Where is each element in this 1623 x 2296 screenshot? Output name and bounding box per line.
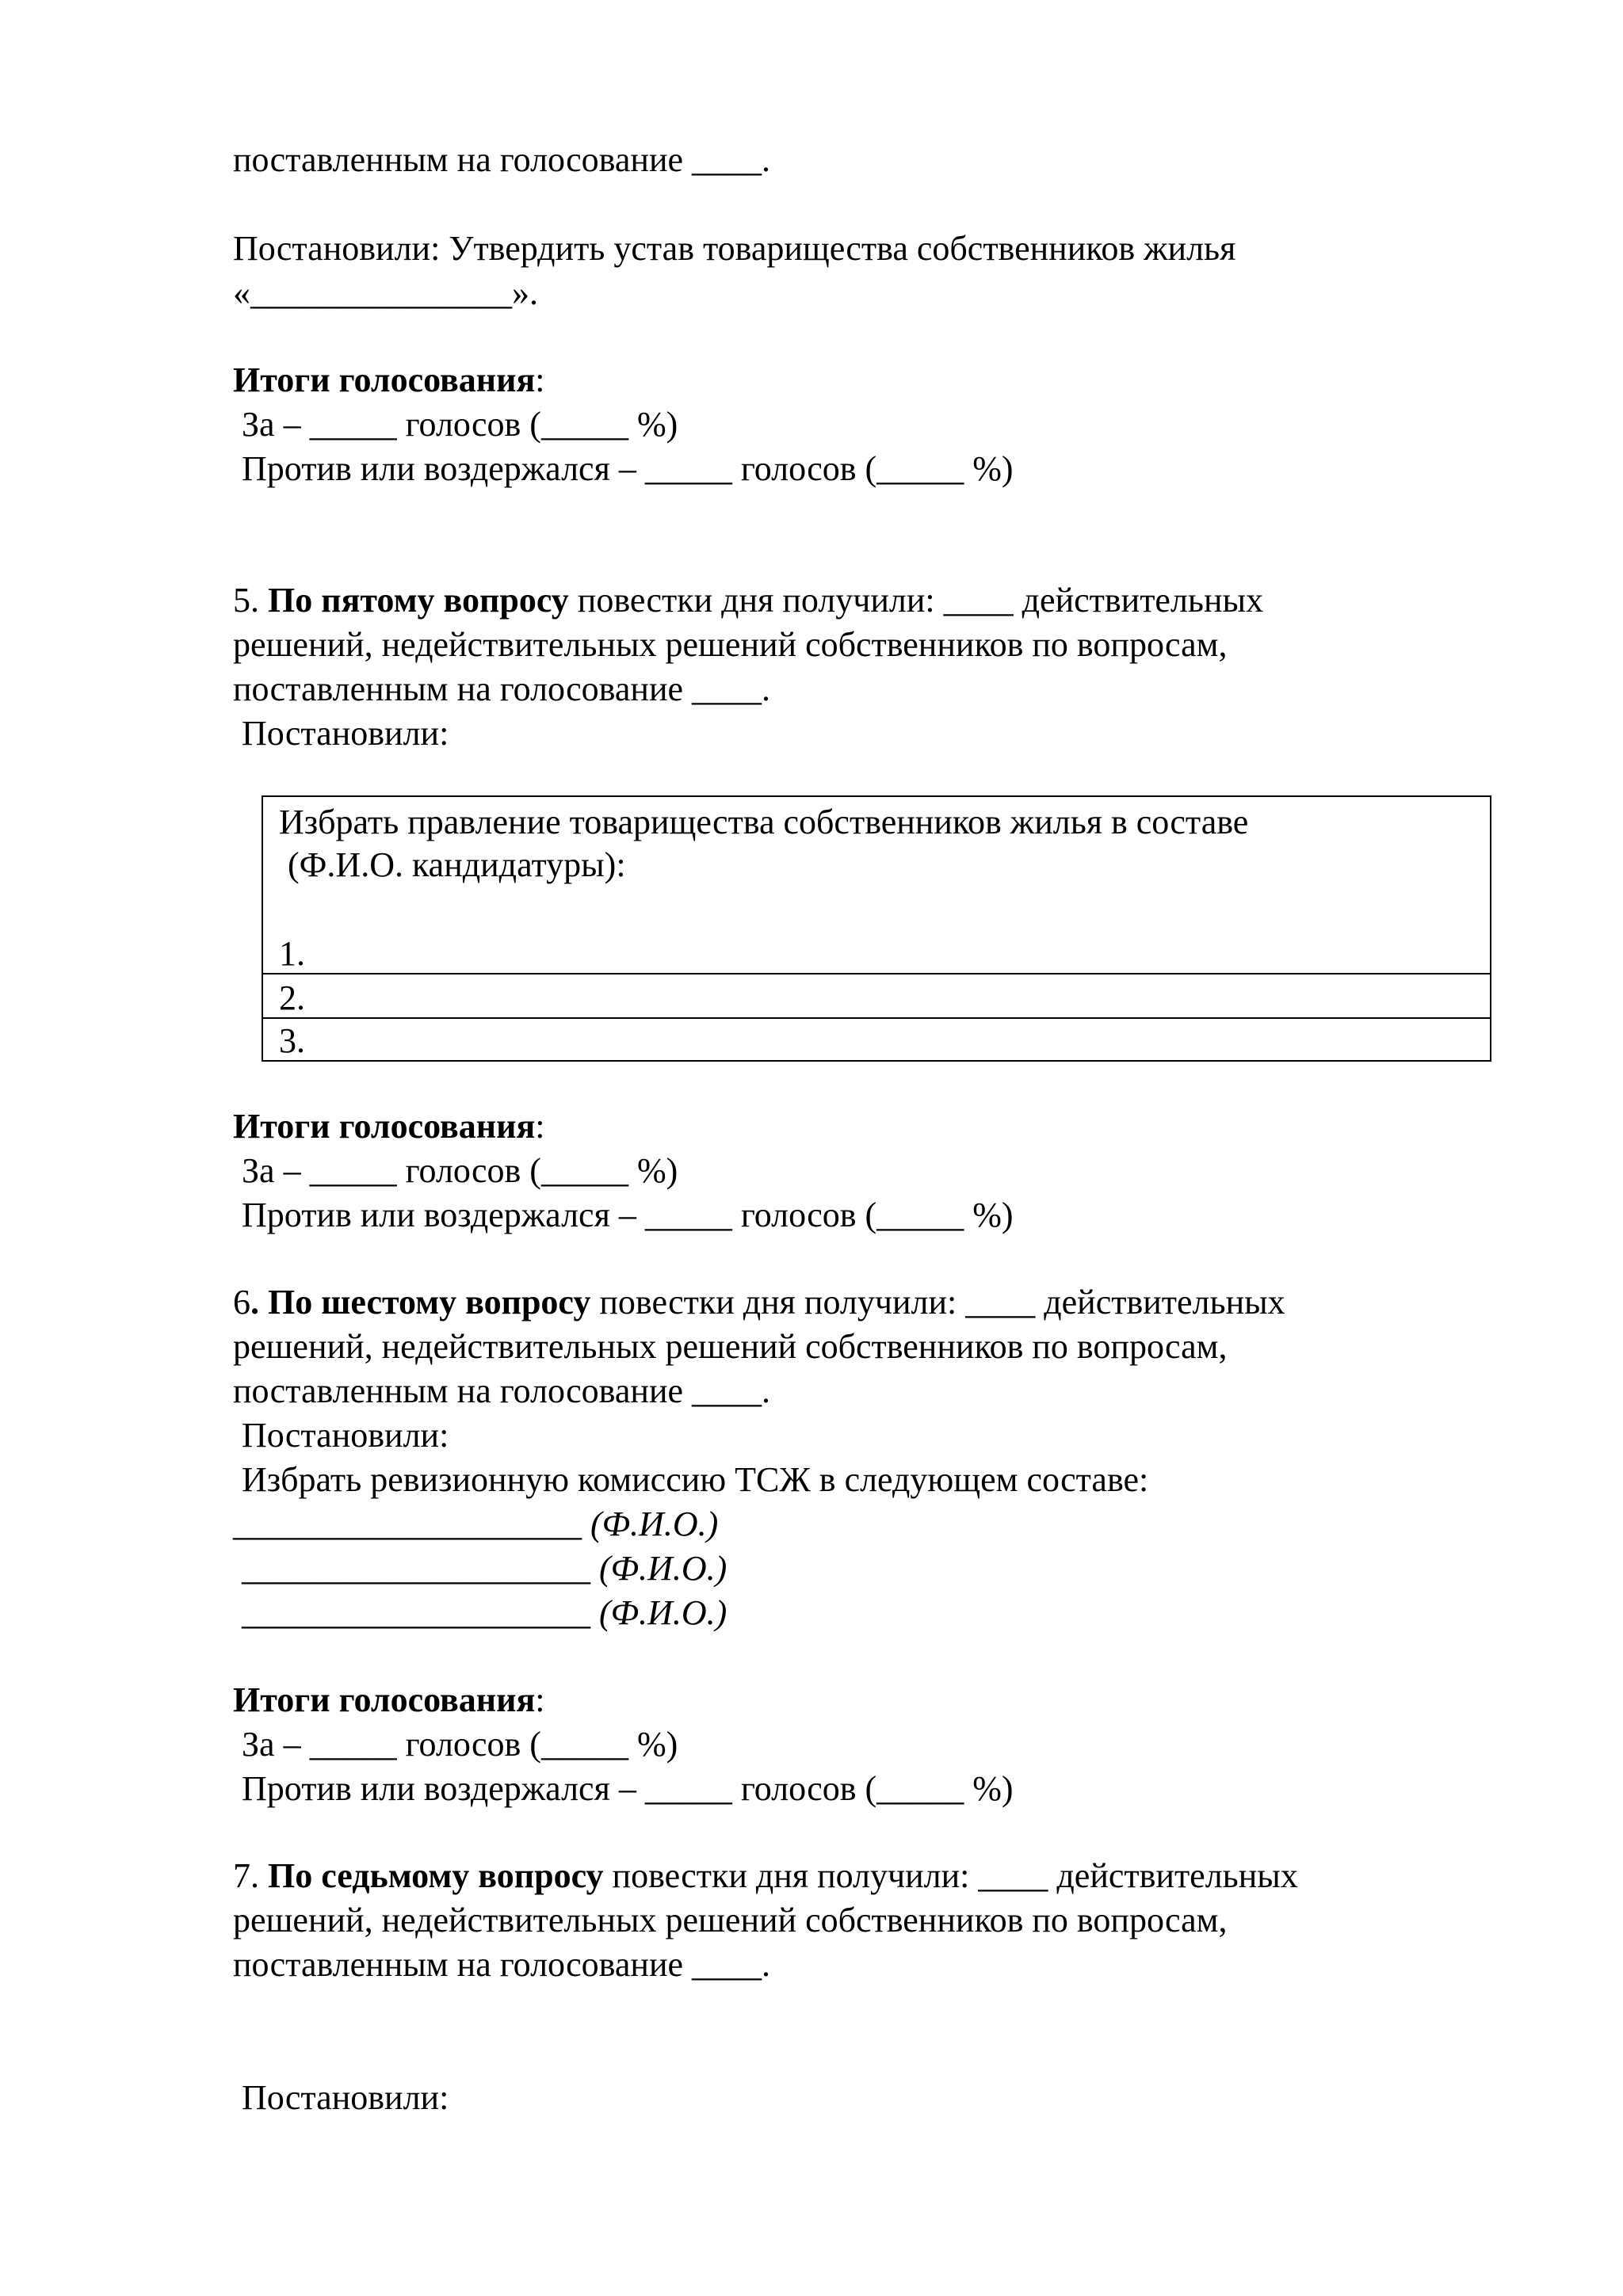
audit-member-2 (233, 1548, 727, 1589)
name-blank: ____________________ (233, 1549, 599, 1588)
results-for: За – _____ голосов (_____ %) (233, 405, 678, 444)
results-heading (233, 1680, 545, 1721)
board-candidate-row-2: 2. (279, 978, 305, 1017)
question-5-decided: Постановили: (233, 714, 449, 753)
results-heading-label: Итоги голосования (233, 360, 536, 399)
board-candidate-row-1: 1. (279, 934, 305, 973)
results-for: За – _____ голосов (_____ %) (233, 1725, 678, 1764)
board-box-line2: (Ф.И.О. кандидатуры): (279, 845, 626, 884)
results-heading-label: Итоги голосования (233, 1107, 536, 1146)
question-5-line3: поставленным на голосование ____. (233, 669, 771, 708)
question-6-line2: решений, недействительных решений собственников по вопросам, (233, 1327, 1228, 1366)
name-blank: ____________________ (233, 1505, 590, 1543)
name-hint: (Ф.И.О.) (599, 1549, 727, 1588)
question-title: По пятому вопросу (268, 581, 569, 620)
results-against: Против или воздержался – _____ голосов (_____ %) (233, 449, 1014, 488)
question-number: 6 (233, 1283, 250, 1322)
results-for: За – _____ голосов (_____ %) (233, 1151, 678, 1190)
question-title: . По шестому вопросу (250, 1283, 591, 1322)
results-heading-label: Итоги голосования (233, 1680, 536, 1719)
question-7-line2: решений, недействительных решений собственников по вопросам, (233, 1901, 1228, 1939)
question-text: повестки дня получили: ____ действительных (603, 1856, 1298, 1895)
name-blank: ____________________ (233, 1593, 599, 1632)
question-5-line1 (233, 580, 1263, 621)
question-6-line3: поставленным на голосование ____. (233, 1371, 771, 1410)
question-title: По седьмому вопросу (268, 1856, 604, 1895)
question-text: повестки дня получили: ____ действительных (590, 1283, 1285, 1322)
question-number: 7. (233, 1856, 268, 1895)
results-heading-colon: : (535, 360, 545, 399)
name-hint: (Ф.И.О.) (590, 1505, 719, 1543)
question-6-decided: Постановили: (233, 1416, 449, 1455)
audit-member-3 (233, 1592, 727, 1634)
results-heading-colon: : (535, 1680, 545, 1719)
question-7-decided: Постановили: (233, 2078, 449, 2117)
question-5-line2: решений, недействительных решений собственников по вопросам, (233, 625, 1228, 664)
question-7-line3: поставленным на голосование ____. (233, 1945, 771, 1984)
question-7-line1 (233, 1855, 1298, 1897)
results-against: Против или воздержался – _____ голосов (_____ %) (233, 1769, 1014, 1808)
question-text: повестки дня получили: ____ действительных (568, 581, 1264, 620)
audit-member-1 (233, 1504, 718, 1545)
decision-text-blank: «_______________». (233, 273, 538, 312)
table-divider (263, 1017, 1490, 1019)
audit-commission-text: Избрать ревизионную комиссию ТСЖ в следующем составе: (233, 1460, 1149, 1499)
board-box-line1: Избрать правление товарищества собственников жилья в составе (279, 803, 1249, 841)
results-heading (233, 1106, 545, 1147)
results-heading (233, 360, 545, 401)
board-candidate-row-3: 3. (279, 1021, 305, 1060)
name-hint: (Ф.И.О.) (599, 1593, 727, 1632)
decision-text: Постановили: Утвердить устав товарищества собственников жилья (233, 229, 1236, 268)
results-heading-colon: : (535, 1107, 545, 1146)
question-number: 5. (233, 581, 268, 620)
text-line: поставленным на голосование ____. (233, 140, 771, 179)
table-divider (263, 973, 1490, 974)
question-6-line1 (233, 1282, 1285, 1323)
board-candidates-table (262, 795, 1491, 1062)
results-against: Против или воздержался – _____ голосов (_____ %) (233, 1196, 1014, 1234)
